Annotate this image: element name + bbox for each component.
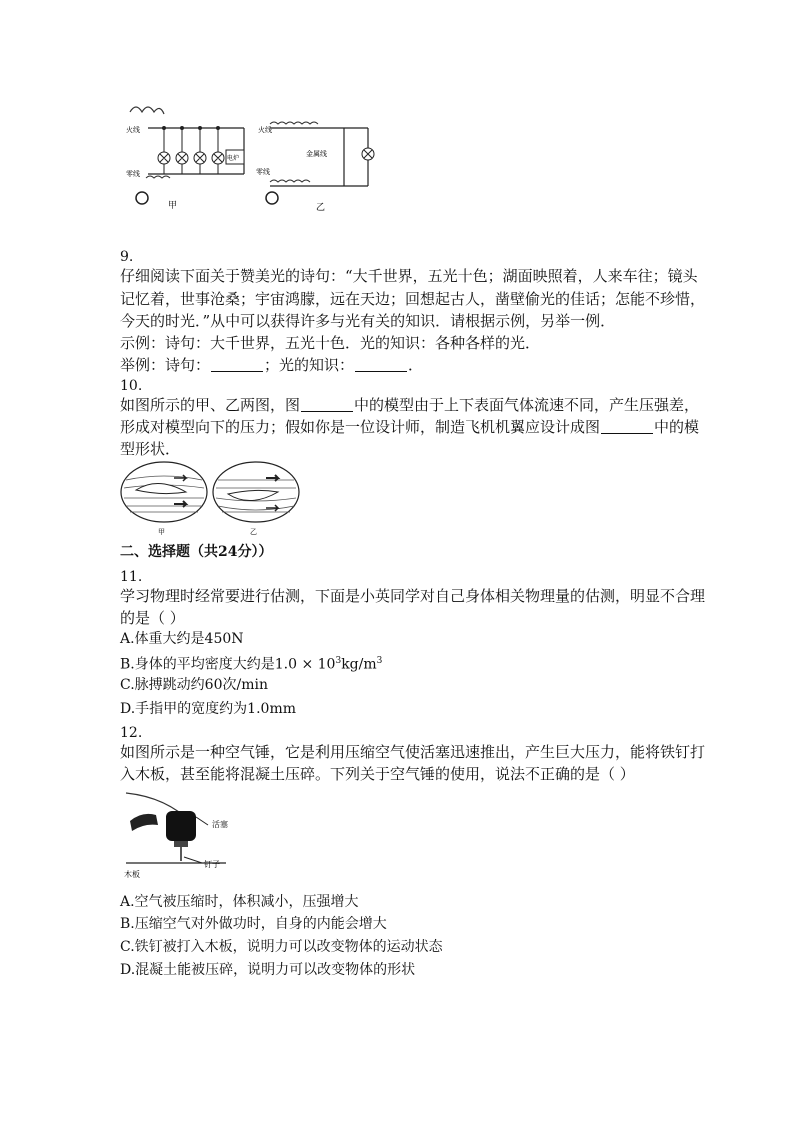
q11-option-b-text: B.身体的平均密度大约是1.0 × 10 — [120, 656, 336, 673]
neutral-wire-label-right: 零线 — [256, 168, 270, 176]
q9-line-2: 记忆着，世事沧桑；宇宙鸿朦，远在天边；回想起古人，凿壁偷光的佳话；怎能不珍惜， — [120, 290, 706, 308]
q12-line-2: 入木板，甚至能将混凝土压碎。下列关于空气锤的使用，说法不正确的是（ ） — [120, 765, 635, 783]
lamp-row — [158, 127, 224, 175]
person-icon-right — [266, 192, 278, 204]
neutral-wire-label-left: 零线 — [126, 170, 140, 178]
q9-line-3: 今天的时光．”从中可以获得许多与光有关的知识．请根据示例，另举一例． — [120, 312, 616, 330]
person-icon — [136, 192, 148, 204]
q11-option-a[interactable]: A.体重大约是450N — [120, 631, 244, 647]
q9-blank-poem[interactable] — [211, 356, 263, 372]
q10-line1-b: 中的模型由于上下表面气体流速不同，产生压强差， — [354, 396, 700, 414]
q12-option-a[interactable]: A.空气被压缩时，体积减小，压强增大 — [120, 894, 359, 910]
q9-answer-line — [120, 354, 680, 376]
q9-example: 示例：诗句：大千世界，五光十色．光的知识：各种各样的光． — [120, 334, 541, 352]
board-label: 木板 — [124, 870, 140, 879]
caption-jia: 甲 — [168, 201, 178, 211]
q11-line-2: 的是（ ） — [120, 609, 185, 627]
piston-label: 活塞 — [212, 820, 228, 829]
q10-line-3: 型形状． — [120, 440, 181, 458]
live-wire-label-left: 火线 — [126, 126, 140, 134]
live-wire-label-right: 火线 — [258, 126, 272, 134]
q12-option-c[interactable]: C.铁钉被打入木板，说明力可以改变物体的运动状态 — [120, 939, 443, 955]
wing-model-figure — [120, 460, 302, 536]
q11-option-b-unit: kg/m — [341, 656, 377, 673]
question-number-9: 9. — [120, 249, 134, 265]
q9-answer-mid: ；光的知识： — [264, 356, 355, 374]
q11-option-d[interactable]: D.手指甲的宽度约为1.0mm — [120, 701, 296, 717]
wind-tunnel-jia — [121, 462, 207, 536]
q10-line-1 — [120, 394, 700, 416]
q12-line-1: 如图所示是一种空气锤，它是利用压缩空气使活塞迅速推出，产生巨大压力，能将铁钉打 — [120, 743, 706, 761]
q11-option-c[interactable]: C.脉搏跳动约60次/min — [120, 677, 268, 693]
q10-line2-b: 中的模 — [654, 418, 700, 436]
nail-label: 钉子 — [204, 860, 220, 869]
wind-tunnel-yi — [213, 462, 299, 536]
q10-line-2 — [120, 416, 700, 438]
q10-line2-a: 形成对模型向下的压力；假如你是一位设计师，制造飞机机翼应设计成图 — [120, 418, 601, 436]
wing-caption-yi: 乙 — [250, 528, 257, 536]
question-number-12: 12. — [120, 725, 143, 741]
q11-option-b[interactable] — [120, 651, 382, 675]
hammer-body — [166, 811, 196, 841]
q12-option-b[interactable]: B.压缩空气对外做功时，自身的内能会增大 — [120, 916, 387, 932]
stove-label: 电炉 — [227, 155, 240, 162]
q9-blank-knowledge[interactable] — [355, 356, 407, 372]
q9-line-1: 仔细阅读下面关于赞美光的诗句：“大千世界，五光十色；湖面映照着，人来车往；镜头 — [120, 267, 698, 285]
hand-grip — [130, 814, 158, 831]
caption-yi: 乙 — [316, 203, 326, 213]
question-number-10: 10. — [120, 378, 143, 394]
q11-option-b-exp: 3 — [335, 656, 342, 666]
q12-option-d[interactable]: D.混凝土能被压碎，说明力可以改变物体的形状 — [120, 962, 416, 978]
question-number-11: 11. — [120, 569, 143, 585]
q9-answer-end: ． — [408, 356, 424, 374]
air-hammer-figure — [120, 787, 240, 883]
q10-blank-1[interactable] — [301, 396, 353, 412]
q9-answer-prefix: 举例：诗句： — [120, 356, 211, 374]
wing-caption-jia: 甲 — [158, 528, 165, 536]
circuit-figure — [120, 98, 382, 220]
metal-wire-label: 金属线 — [306, 150, 327, 158]
q11-option-b-exp2: 3 — [376, 656, 383, 666]
q10-line1-a: 如图所示的甲、乙两图，图 — [120, 396, 301, 414]
piston — [174, 841, 188, 847]
q10-blank-2[interactable] — [601, 418, 653, 434]
section-title: 二、选择题（共24分）） — [120, 544, 273, 560]
q11-line-1: 学习物理时经常要进行估测，下面是小英同学对自己身体相关物理量的估测，明显不合理 — [120, 587, 706, 605]
